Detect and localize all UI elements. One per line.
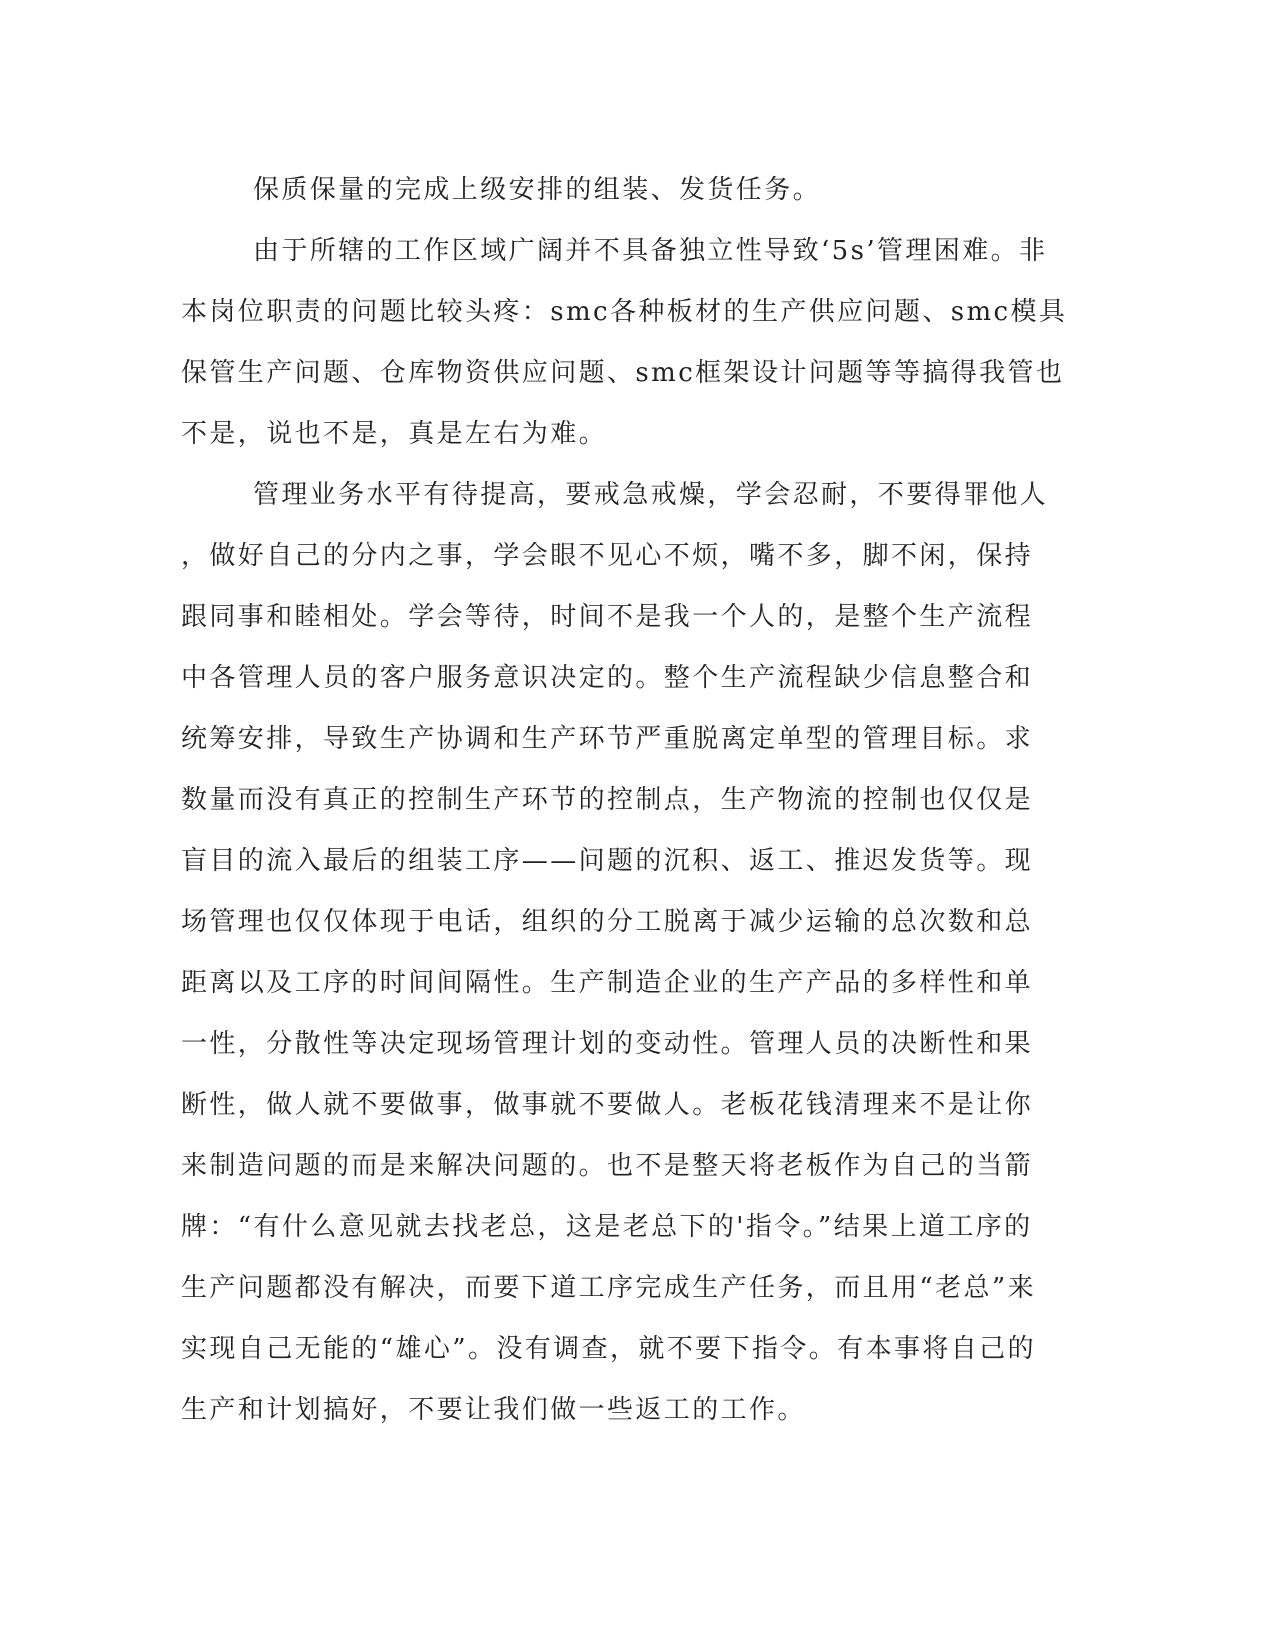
paragraph-3-line-14: 生产问题都没有解决，而要下道工序完成生产任务，而且用“老总”来 [181, 1273, 1036, 1303]
paragraph-3-line-15: 实现自己无能的“雄心”。没有调查，就不要下指令。有本事将自己的 [181, 1334, 1036, 1364]
paragraph-3-line-2: ，做好自己的分内之事，学会眼不见心不烦，嘴不多，脚不闲，保持 [181, 541, 1034, 571]
paragraph-2-line-2: 本岗位职责的问题比较头疼：smc各种板材的生产供应问题、smc模具 [181, 297, 1068, 327]
paragraph-3-line-3: 跟同事和睦相处。学会等待，时间不是我一个人的，是整个生产流程 [181, 602, 1034, 632]
paragraph-3-line-7: 盲目的流入最后的组装工序——问题的沉积、返工、推迟发货等。现 [181, 846, 1034, 876]
paragraph-3-line-13: 牌：“有什么意见就去找老总，这是老总下的'指令。”结果上道工序的 [181, 1212, 1033, 1242]
paragraph-2-line-1: 由于所辖的工作区域广阔并不具备独立性导致‘5s’管理困难。非 [253, 236, 1048, 266]
paragraph-2-line-4: 不是，说也不是，真是左右为难。 [181, 419, 608, 449]
paragraph-3-line-12: 来制造问题的而是来解决问题的。也不是整天将老板作为自己的当箭 [181, 1151, 1034, 1181]
paragraph-3-line-16: 生产和计划搞好，不要让我们做一些返工的工作。 [181, 1395, 806, 1425]
paragraph-3-line-1: 管理业务水平有待提高，要戒急戒燥，学会忍耐，不要得罪他人 [253, 480, 1049, 510]
paragraph-3-line-5: 统筹安排，导致生产协调和生产环节严重脱离定单型的管理目标。求 [181, 724, 1034, 754]
paragraph-3-line-8: 场管理也仅仅体现于电话，组织的分工脱离于减少运输的总次数和总 [181, 907, 1034, 937]
paragraph-3-line-11: 断性，做人就不要做事，做事就不要做人。老板花钱清理来不是让你 [181, 1090, 1034, 1120]
paragraph-3-line-9: 距离以及工序的时间间隔性。生产制造企业的生产产品的多样性和单 [181, 968, 1034, 998]
paragraph-3-line-4: 中各管理人员的客户服务意识决定的。整个生产流程缺少信息整合和 [181, 663, 1034, 693]
paragraph-2-line-3: 保管生产问题、仓库物资供应问题、smc框架设计问题等等搞得我管也 [181, 358, 1065, 388]
paragraph-3-line-6: 数量而没有真正的控制生产环节的控制点，生产物流的控制也仅仅是 [181, 785, 1034, 815]
paragraph-1-line-1: 保质保量的完成上级安排的组装、发货任务。 [253, 175, 822, 205]
paragraph-3-line-10: 一性，分散性等决定现场管理计划的变动性。管理人员的决断性和果 [181, 1029, 1034, 1059]
document-body [181, 160, 1068, 1441]
